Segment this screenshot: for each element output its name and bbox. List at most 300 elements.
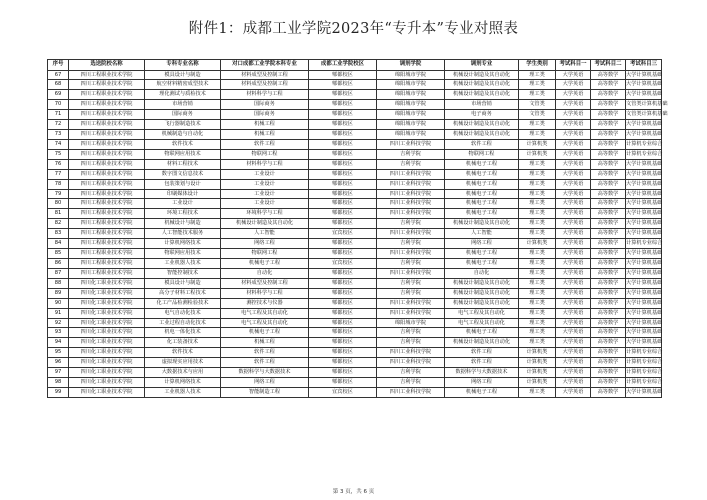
cell-exam-subject-1: 大学英语 bbox=[556, 149, 591, 159]
cell-student-category: 计算机类 bbox=[519, 368, 556, 378]
cell-campus: 郫都校区 bbox=[309, 120, 377, 130]
cell-campus: 宜宾校区 bbox=[309, 229, 377, 239]
cell-target-major: 智能制造工程 bbox=[221, 388, 309, 398]
cell-transfer-college: 吉利学院 bbox=[377, 149, 445, 159]
cell-seq: 77 bbox=[48, 169, 69, 179]
cell-target-major: 材料科学与工程 bbox=[221, 159, 309, 169]
cell-seq: 81 bbox=[48, 209, 69, 219]
cell-exam-subject-2: 高等数学 bbox=[591, 348, 626, 358]
cell-transfer-major: 机械设计制造及其自动化 bbox=[445, 298, 519, 308]
cell-transfer-college: 吉利学院 bbox=[377, 328, 445, 338]
cell-transfer-college: 吉利学院 bbox=[377, 259, 445, 269]
cell-seq: 94 bbox=[48, 338, 69, 348]
cell-student-category: 计算机类 bbox=[519, 378, 556, 388]
cell-seq: 79 bbox=[48, 189, 69, 199]
cell-exam-subject-2: 高等数学 bbox=[591, 159, 626, 169]
cell-student-category: 理工类 bbox=[519, 169, 556, 179]
cell-exam-subject-3: 大学计算机基础 bbox=[626, 278, 662, 288]
cell-campus: 郫都校区 bbox=[309, 70, 377, 80]
cell-exam-subject-3: 大学计算机基础 bbox=[626, 169, 662, 179]
cell-seq: 88 bbox=[48, 278, 69, 288]
cell-exam-subject-2: 高等数学 bbox=[591, 368, 626, 378]
cell-seq: 68 bbox=[48, 80, 69, 90]
cell-transfer-major: 电气工程及其自动化 bbox=[445, 308, 519, 318]
cell-target-major: 软件工程 bbox=[221, 348, 309, 358]
cell-college-major: 高分子材料工程技术 bbox=[145, 288, 221, 298]
cell-exam-subject-1: 大学英语 bbox=[556, 268, 591, 278]
cell-college-major: 物联网应用技术 bbox=[145, 249, 221, 259]
cell-transfer-college: 绵阳城市学院 bbox=[377, 120, 445, 130]
cell-exam-subject-2: 高等数学 bbox=[591, 209, 626, 219]
cell-transfer-major: 电子商务 bbox=[445, 110, 519, 120]
cell-student-category: 计算机类 bbox=[519, 149, 556, 159]
cell-student-category: 理工类 bbox=[519, 80, 556, 90]
cell-campus: 郫都校区 bbox=[309, 298, 377, 308]
cell-college-major: 软件技术 bbox=[145, 348, 221, 358]
cell-campus: 郫都校区 bbox=[309, 130, 377, 140]
cell-seq: 83 bbox=[48, 229, 69, 239]
cell-campus: 宜宾校区 bbox=[309, 259, 377, 269]
cell-exam-subject-3: 计算机专业综合 bbox=[626, 348, 662, 358]
cell-exam-subject-1: 大学英语 bbox=[556, 328, 591, 338]
cell-college-major: 国际商务 bbox=[145, 110, 221, 120]
table-row bbox=[48, 308, 662, 318]
table-row bbox=[48, 249, 662, 259]
cell-transfer-major: 软件工程 bbox=[445, 348, 519, 358]
cell-college-major: 计算机网络技术 bbox=[145, 378, 221, 388]
cell-seq: 80 bbox=[48, 199, 69, 209]
cell-target-major: 国际商务 bbox=[221, 110, 309, 120]
cell-transfer-major: 机械电子工程 bbox=[445, 259, 519, 269]
cell-exam-subject-3: 计算机专业综合 bbox=[626, 358, 662, 368]
cell-exam-subject-2: 高等数学 bbox=[591, 130, 626, 140]
cell-seq: 93 bbox=[48, 328, 69, 338]
cell-transfer-major: 机械设计制造及其自动化 bbox=[445, 90, 519, 100]
cell-source-school: 四川工程职业技术学院 bbox=[69, 189, 145, 199]
cell-student-category: 理工类 bbox=[519, 249, 556, 259]
cell-transfer-college: 四川工业科技学院 bbox=[377, 298, 445, 308]
cell-target-major: 软件工程 bbox=[221, 358, 309, 368]
table-row bbox=[48, 278, 662, 288]
cell-source-school: 四川化工职业技术学院 bbox=[69, 318, 145, 328]
cell-exam-subject-1: 大学英语 bbox=[556, 368, 591, 378]
cell-student-category: 理工类 bbox=[519, 209, 556, 219]
cell-exam-subject-2: 高等数学 bbox=[591, 328, 626, 338]
cell-college-major: 计算机网络技术 bbox=[145, 239, 221, 249]
cell-campus: 郫都校区 bbox=[309, 179, 377, 189]
cell-exam-subject-1: 大学英语 bbox=[556, 288, 591, 298]
header-exam-subject-2: 考试科目二 bbox=[591, 60, 626, 71]
cell-source-school: 四川化工职业技术学院 bbox=[69, 378, 145, 388]
cell-exam-subject-3: 大学计算机基础 bbox=[626, 120, 662, 130]
cell-source-school: 四川工程职业技术学院 bbox=[69, 159, 145, 169]
cell-exam-subject-2: 高等数学 bbox=[591, 100, 626, 110]
table-row bbox=[48, 189, 662, 199]
table-row bbox=[48, 199, 662, 209]
cell-seq: 96 bbox=[48, 358, 69, 368]
cell-college-major: 电气自动化技术 bbox=[145, 308, 221, 318]
cell-source-school: 四川化工职业技术学院 bbox=[69, 328, 145, 338]
cell-seq: 76 bbox=[48, 159, 69, 169]
cell-source-school: 四川化工职业技术学院 bbox=[69, 288, 145, 298]
cell-target-major: 工业设计 bbox=[221, 199, 309, 209]
cell-campus: 郫都校区 bbox=[309, 169, 377, 179]
cell-source-school: 四川化工职业技术学院 bbox=[69, 388, 145, 398]
cell-student-category: 理工类 bbox=[519, 70, 556, 80]
cell-transfer-major: 人工智能 bbox=[445, 229, 519, 239]
cell-campus: 郫都校区 bbox=[309, 368, 377, 378]
cell-exam-subject-1: 大学英语 bbox=[556, 388, 591, 398]
table-row bbox=[48, 368, 662, 378]
cell-transfer-major: 机械电子工程 bbox=[445, 328, 519, 338]
cell-college-major: 虚拟现实应用技术 bbox=[145, 358, 221, 368]
table-header-row bbox=[48, 60, 662, 71]
cell-student-category: 理工类 bbox=[519, 298, 556, 308]
cell-seq: 71 bbox=[48, 110, 69, 120]
cell-target-major: 环境科学与工程 bbox=[221, 209, 309, 219]
cell-campus: 郫都校区 bbox=[309, 328, 377, 338]
cell-college-major: 模具设计与制造 bbox=[145, 278, 221, 288]
header-college-major: 专科专业名称 bbox=[145, 60, 221, 71]
cell-transfer-major: 网络工程 bbox=[445, 239, 519, 249]
cell-college-major: 工业过程自动化技术 bbox=[145, 318, 221, 328]
cell-transfer-major: 机械设计制造及其自动化 bbox=[445, 288, 519, 298]
cell-college-major: 物联网应用技术 bbox=[145, 149, 221, 159]
table-row bbox=[48, 149, 662, 159]
cell-source-school: 四川工程职业技术学院 bbox=[69, 149, 145, 159]
cell-exam-subject-3: 计算机专业综合 bbox=[626, 139, 662, 149]
cell-source-school: 四川工程职业技术学院 bbox=[69, 80, 145, 90]
cell-campus: 郫都校区 bbox=[309, 338, 377, 348]
cell-student-category: 理工类 bbox=[519, 388, 556, 398]
header-seq: 序号 bbox=[48, 60, 69, 71]
cell-campus: 郫都校区 bbox=[309, 80, 377, 90]
cell-transfer-college: 吉利学院 bbox=[377, 378, 445, 388]
cell-exam-subject-2: 高等数学 bbox=[591, 229, 626, 239]
cell-transfer-college: 吉利学院 bbox=[377, 159, 445, 169]
cell-transfer-college: 吉利学院 bbox=[377, 239, 445, 249]
table-row bbox=[48, 110, 662, 120]
cell-exam-subject-2: 高等数学 bbox=[591, 288, 626, 298]
cell-exam-subject-2: 高等数学 bbox=[591, 189, 626, 199]
cell-student-category: 计算机类 bbox=[519, 358, 556, 368]
cell-student-category: 计算机类 bbox=[519, 139, 556, 149]
cell-exam-subject-1: 大学英语 bbox=[556, 120, 591, 130]
cell-transfer-major: 网络工程 bbox=[445, 378, 519, 388]
cell-transfer-major: 机械设计制造及其自动化 bbox=[445, 219, 519, 229]
cell-transfer-major: 软件工程 bbox=[445, 358, 519, 368]
cell-college-major: 软件技术 bbox=[145, 139, 221, 149]
cell-transfer-major: 机械电子工程 bbox=[445, 189, 519, 199]
cell-student-category: 理工类 bbox=[519, 120, 556, 130]
cell-exam-subject-2: 高等数学 bbox=[591, 110, 626, 120]
cell-seq: 85 bbox=[48, 249, 69, 259]
cell-seq: 91 bbox=[48, 308, 69, 318]
cell-campus: 郫都校区 bbox=[309, 278, 377, 288]
cell-student-category: 理工类 bbox=[519, 338, 556, 348]
cell-target-major: 物联网工程 bbox=[221, 149, 309, 159]
cell-student-category: 理工类 bbox=[519, 318, 556, 328]
cell-transfer-college: 绵阳城市学院 bbox=[377, 70, 445, 80]
cell-campus: 郫都校区 bbox=[309, 209, 377, 219]
cell-campus: 郫都校区 bbox=[309, 110, 377, 120]
cell-exam-subject-3: 大学计算机基础 bbox=[626, 130, 662, 140]
cell-transfer-college: 四川工业科技学院 bbox=[377, 268, 445, 278]
cell-exam-subject-3: 大学计算机基础 bbox=[626, 388, 662, 398]
header-exam-subject-3: 考试科目三 bbox=[626, 60, 662, 71]
table-row bbox=[48, 159, 662, 169]
cell-exam-subject-3: 大学计算机基础 bbox=[626, 268, 662, 278]
cell-campus: 郫都校区 bbox=[309, 159, 377, 169]
cell-transfer-college: 绵阳城市学院 bbox=[377, 130, 445, 140]
cell-campus: 郫都校区 bbox=[309, 288, 377, 298]
cell-exam-subject-3: 文管类计算机基础 bbox=[626, 100, 662, 110]
cell-target-major: 物联网工程 bbox=[221, 249, 309, 259]
cell-exam-subject-1: 大学英语 bbox=[556, 189, 591, 199]
cell-transfer-college: 吉利学院 bbox=[377, 368, 445, 378]
document-title: 附件1：成都工业学院2023年“专升本”专业对照表 bbox=[188, 21, 519, 37]
cell-exam-subject-2: 高等数学 bbox=[591, 249, 626, 259]
cell-transfer-college: 绵阳城市学院 bbox=[377, 90, 445, 100]
cell-campus: 郫都校区 bbox=[309, 199, 377, 209]
cell-campus: 郫都校区 bbox=[309, 239, 377, 249]
table-row bbox=[48, 139, 662, 149]
cell-transfer-college: 绵阳城市学院 bbox=[377, 80, 445, 90]
cell-student-category: 理工类 bbox=[519, 90, 556, 100]
cell-exam-subject-2: 高等数学 bbox=[591, 338, 626, 348]
cell-target-major: 数据科学与大数据技术 bbox=[221, 368, 309, 378]
cell-seq: 82 bbox=[48, 219, 69, 229]
cell-exam-subject-3: 计算机专业综合 bbox=[626, 239, 662, 249]
cell-transfer-major: 市场营销 bbox=[445, 100, 519, 110]
header-transfer-major: 调剂专业 bbox=[445, 60, 519, 71]
cell-target-major: 人工智能 bbox=[221, 229, 309, 239]
cell-transfer-college: 四川工业科技学院 bbox=[377, 308, 445, 318]
cell-student-category: 理工类 bbox=[519, 288, 556, 298]
header-target-major: 对口成都工业学院本科专业 bbox=[221, 60, 309, 71]
table-row bbox=[48, 298, 662, 308]
table-row bbox=[48, 80, 662, 90]
cell-transfer-college: 四川工业科技学院 bbox=[377, 189, 445, 199]
header-transfer-college: 调剂学院 bbox=[377, 60, 445, 71]
cell-campus: 郫都校区 bbox=[309, 308, 377, 318]
cell-source-school: 四川工程职业技术学院 bbox=[69, 169, 145, 179]
cell-student-category: 计算机类 bbox=[519, 239, 556, 249]
cell-target-major: 材料成型及控制工程 bbox=[221, 278, 309, 288]
cell-exam-subject-3: 大学计算机基础 bbox=[626, 308, 662, 318]
cell-transfer-major: 机械设计制造及其自动化 bbox=[445, 80, 519, 90]
table-row bbox=[48, 229, 662, 239]
cell-college-major: 环境工程技术 bbox=[145, 209, 221, 219]
cell-college-major: 人工智能技术服务 bbox=[145, 229, 221, 239]
cell-transfer-college: 四川工业科技学院 bbox=[377, 249, 445, 259]
cell-source-school: 四川工程职业技术学院 bbox=[69, 229, 145, 239]
cell-target-major: 电气工程及其自动化 bbox=[221, 308, 309, 318]
cell-transfer-college: 绵阳城市学院 bbox=[377, 100, 445, 110]
major-mapping-table bbox=[47, 59, 668, 398]
cell-target-major: 材料成型及控制工程 bbox=[221, 70, 309, 80]
cell-source-school: 四川工程职业技术学院 bbox=[69, 120, 145, 130]
cell-seq: 92 bbox=[48, 318, 69, 328]
cell-exam-subject-2: 高等数学 bbox=[591, 120, 626, 130]
cell-campus: 郫都校区 bbox=[309, 189, 377, 199]
table-row bbox=[48, 120, 662, 130]
cell-college-major: 包装策划与设计 bbox=[145, 179, 221, 189]
cell-transfer-college: 吉利学院 bbox=[377, 219, 445, 229]
cell-campus: 郫都校区 bbox=[309, 318, 377, 328]
cell-student-category: 文管类 bbox=[519, 110, 556, 120]
cell-exam-subject-1: 大学英语 bbox=[556, 169, 591, 179]
cell-exam-subject-2: 高等数学 bbox=[591, 169, 626, 179]
table-row bbox=[48, 209, 662, 219]
cell-exam-subject-1: 大学英语 bbox=[556, 70, 591, 80]
cell-target-major: 自动化 bbox=[221, 268, 309, 278]
cell-source-school: 四川化工职业技术学院 bbox=[69, 368, 145, 378]
cell-exam-subject-3: 计算机专业综合 bbox=[626, 378, 662, 388]
cell-source-school: 四川工程职业技术学院 bbox=[69, 259, 145, 269]
cell-source-school: 四川工程职业技术学院 bbox=[69, 268, 145, 278]
cell-transfer-college: 四川工业科技学院 bbox=[377, 388, 445, 398]
cell-exam-subject-1: 大学英语 bbox=[556, 130, 591, 140]
cell-exam-subject-2: 高等数学 bbox=[591, 259, 626, 269]
cell-exam-subject-3: 大学计算机基础 bbox=[626, 189, 662, 199]
cell-seq: 74 bbox=[48, 139, 69, 149]
cell-exam-subject-1: 大学英语 bbox=[556, 298, 591, 308]
cell-transfer-college: 绵阳城市学院 bbox=[377, 318, 445, 328]
table-row bbox=[48, 358, 662, 368]
cell-transfer-college: 四川工业科技学院 bbox=[377, 229, 445, 239]
cell-exam-subject-1: 大学英语 bbox=[556, 249, 591, 259]
cell-transfer-college: 四川工业科技学院 bbox=[377, 139, 445, 149]
cell-college-major: 大数据技术与应用 bbox=[145, 368, 221, 378]
cell-campus: 郫都校区 bbox=[309, 139, 377, 149]
cell-student-category: 理工类 bbox=[519, 179, 556, 189]
cell-source-school: 四川化工职业技术学院 bbox=[69, 298, 145, 308]
cell-transfer-major: 物联网工程 bbox=[445, 149, 519, 159]
cell-source-school: 四川工程职业技术学院 bbox=[69, 239, 145, 249]
cell-target-major: 国际商务 bbox=[221, 100, 309, 110]
cell-target-major: 机械设计制造及其自动化 bbox=[221, 219, 309, 229]
cell-student-category: 理工类 bbox=[519, 219, 556, 229]
cell-seq: 87 bbox=[48, 268, 69, 278]
cell-exam-subject-3: 计算机专业综合 bbox=[626, 149, 662, 159]
table-row bbox=[48, 378, 662, 388]
cell-seq: 70 bbox=[48, 100, 69, 110]
cell-transfer-college: 四川工业科技学院 bbox=[377, 199, 445, 209]
cell-exam-subject-3: 大学计算机基础 bbox=[626, 298, 662, 308]
cell-transfer-major: 软件工程 bbox=[445, 139, 519, 149]
cell-transfer-major: 机械电子工程 bbox=[445, 199, 519, 209]
cell-transfer-college: 四川工业科技学院 bbox=[377, 358, 445, 368]
cell-transfer-major: 机械设计制造及其自动化 bbox=[445, 70, 519, 80]
cell-transfer-major: 机械电子工程 bbox=[445, 159, 519, 169]
cell-exam-subject-2: 高等数学 bbox=[591, 239, 626, 249]
cell-exam-subject-2: 高等数学 bbox=[591, 268, 626, 278]
cell-exam-subject-1: 大学英语 bbox=[556, 348, 591, 358]
cell-campus: 郫都校区 bbox=[309, 90, 377, 100]
cell-target-major: 工业设计 bbox=[221, 169, 309, 179]
cell-student-category: 文管类 bbox=[519, 100, 556, 110]
cell-target-major: 机械工程 bbox=[221, 338, 309, 348]
cell-source-school: 四川工程职业技术学院 bbox=[69, 139, 145, 149]
cell-exam-subject-2: 高等数学 bbox=[591, 90, 626, 100]
cell-transfer-major: 数据科学与大数据技术 bbox=[445, 368, 519, 378]
cell-transfer-major: 机械设计制造及其自动化 bbox=[445, 130, 519, 140]
cell-seq: 84 bbox=[48, 239, 69, 249]
table-row bbox=[48, 328, 662, 338]
cell-exam-subject-3: 大学计算机基础 bbox=[626, 199, 662, 209]
cell-exam-subject-2: 高等数学 bbox=[591, 278, 626, 288]
cell-exam-subject-3: 计算机专业综合 bbox=[626, 368, 662, 378]
cell-transfer-major: 自动化 bbox=[445, 268, 519, 278]
cell-college-major: 工业机器人技术 bbox=[145, 259, 221, 269]
cell-campus: 郫都校区 bbox=[309, 348, 377, 358]
cell-campus: 宜宾校区 bbox=[309, 388, 377, 398]
cell-exam-subject-2: 高等数学 bbox=[591, 378, 626, 388]
cell-exam-subject-1: 大学英语 bbox=[556, 318, 591, 328]
cell-transfer-major: 机械电子工程 bbox=[445, 169, 519, 179]
cell-transfer-college: 吉利学院 bbox=[377, 288, 445, 298]
header-student-category: 学生类别 bbox=[519, 60, 556, 71]
cell-exam-subject-2: 高等数学 bbox=[591, 179, 626, 189]
cell-student-category: 理工类 bbox=[519, 278, 556, 288]
cell-college-major: 机电一体化技术 bbox=[145, 328, 221, 338]
cell-college-major: 材料工程技术 bbox=[145, 159, 221, 169]
cell-campus: 郫都校区 bbox=[309, 268, 377, 278]
cell-target-major: 材料科学与工程 bbox=[221, 288, 309, 298]
cell-source-school: 四川化工职业技术学院 bbox=[69, 358, 145, 368]
cell-seq: 86 bbox=[48, 259, 69, 269]
cell-transfer-major: 机械设计制造及其自动化 bbox=[445, 120, 519, 130]
cell-exam-subject-2: 高等数学 bbox=[591, 199, 626, 209]
cell-source-school: 四川工程职业技术学院 bbox=[69, 219, 145, 229]
cell-transfer-major: 机械电子工程 bbox=[445, 209, 519, 219]
cell-exam-subject-3: 大学计算机基础 bbox=[626, 229, 662, 239]
cell-exam-subject-1: 大学英语 bbox=[556, 239, 591, 249]
table-row bbox=[48, 388, 662, 398]
cell-seq: 99 bbox=[48, 388, 69, 398]
cell-exam-subject-1: 大学英语 bbox=[556, 219, 591, 229]
cell-source-school: 四川工程职业技术学院 bbox=[69, 90, 145, 100]
cell-target-major: 机械电子工程 bbox=[221, 328, 309, 338]
cell-exam-subject-1: 大学英语 bbox=[556, 278, 591, 288]
header-source-school: 选送院校名称 bbox=[69, 60, 145, 71]
cell-student-category: 理工类 bbox=[519, 130, 556, 140]
cell-transfer-major: 机械电子工程 bbox=[445, 249, 519, 259]
table-row bbox=[48, 288, 662, 298]
cell-exam-subject-3: 大学计算机基础 bbox=[626, 259, 662, 269]
cell-target-major: 工业设计 bbox=[221, 179, 309, 189]
cell-source-school: 四川工程职业技术学院 bbox=[69, 100, 145, 110]
cell-college-major: 工业设计 bbox=[145, 199, 221, 209]
cell-student-category: 计算机类 bbox=[519, 348, 556, 358]
cell-college-major: 机械设计与制造 bbox=[145, 219, 221, 229]
cell-student-category: 理工类 bbox=[519, 229, 556, 239]
cell-exam-subject-3: 大学计算机基础 bbox=[626, 209, 662, 219]
cell-college-major: 市场营销 bbox=[145, 100, 221, 110]
cell-seq: 90 bbox=[48, 298, 69, 308]
cell-campus: 郫都校区 bbox=[309, 149, 377, 159]
cell-exam-subject-3: 文管类计算机基础 bbox=[626, 110, 662, 120]
cell-exam-subject-3: 大学计算机基础 bbox=[626, 318, 662, 328]
cell-campus: 郫都校区 bbox=[309, 100, 377, 110]
cell-exam-subject-1: 大学英语 bbox=[556, 80, 591, 90]
cell-seq: 97 bbox=[48, 368, 69, 378]
cell-source-school: 四川化工职业技术学院 bbox=[69, 278, 145, 288]
cell-source-school: 四川化工职业技术学院 bbox=[69, 348, 145, 358]
cell-exam-subject-1: 大学英语 bbox=[556, 179, 591, 189]
cell-transfer-major: 机械电子工程 bbox=[445, 388, 519, 398]
